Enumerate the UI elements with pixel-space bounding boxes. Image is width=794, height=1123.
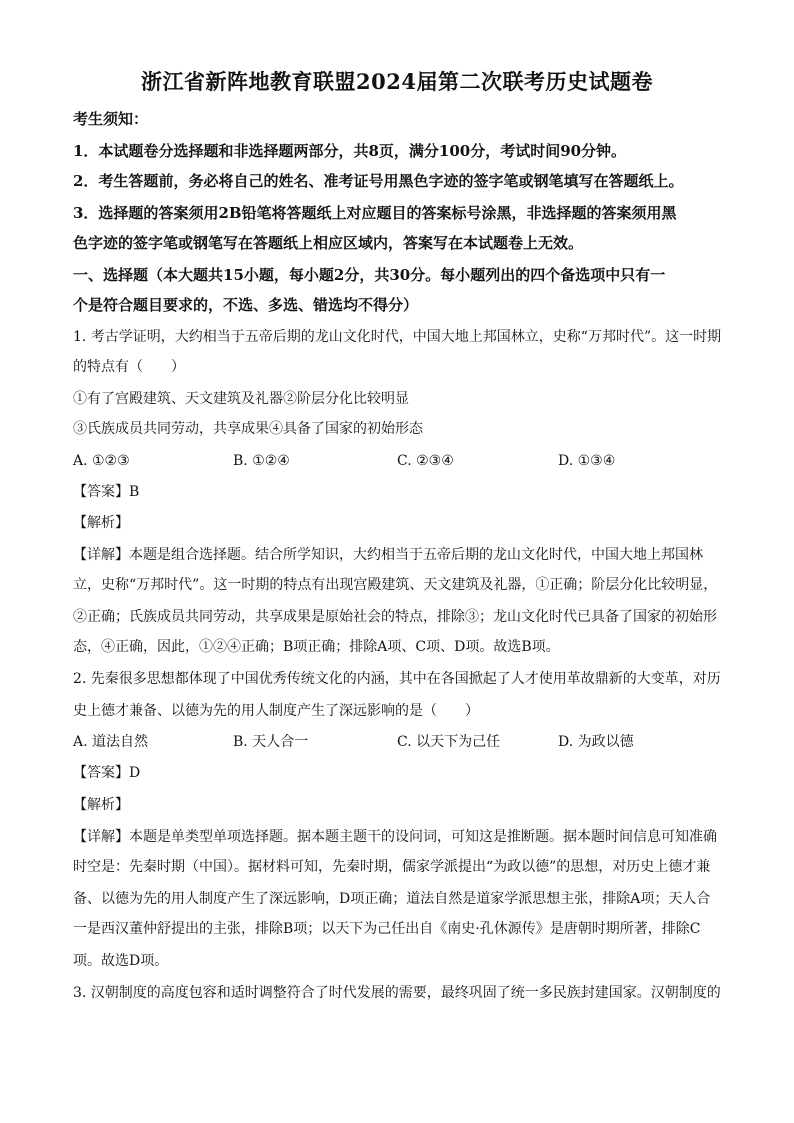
q2-stem-line-2: 史上德才兼备、以德为先的用人制度产生了深远影响的是（ ）	[73, 703, 479, 719]
q1-option-a: A. ①②③	[73, 453, 130, 469]
q1-answer: 【答案】B	[73, 484, 140, 500]
q2-option-b: B. 天人合一	[233, 734, 309, 750]
q2-option-c: C. 以天下为己任	[397, 734, 501, 750]
q2-detail-line-3: 备、以德为先的用人制度产生了深远影响，D项正确；道法自然是道家学派思想主张，排除A项；天人合	[73, 891, 711, 907]
q1-item-line-1: ①有了宫殿建筑、天文建筑及礼器②阶层分化比较明显	[73, 391, 409, 407]
q2-detail-line-1: 【详解】本题是单类型单项选择题。据本题主题干的设问词，可知这是推断题。据本题时间信息可知准确	[73, 829, 717, 845]
q1-detail-line-4: 态，④正确，因此，①②④正确；B项正确；排除A项、C项、D项。故选B项。	[73, 639, 560, 655]
q1-detail-line-1: 【详解】本题是组合选择题。结合所学知识，大约相当于五帝后期的龙山文化时代，中国大地上邦国林	[73, 547, 703, 563]
section-heading: 一、选择题（本大题共15小题，每小题2分，共30分。每小题列出的四个备选项中只有一	[73, 266, 666, 284]
q2-option-a: A. 道法自然	[73, 734, 149, 750]
notice-item-1: 1．本试题卷分选择题和非选择题两部分，共8页，满分100分，考试时间90分钟。	[73, 142, 627, 160]
q1-option-b: B. ①②④	[233, 453, 290, 469]
q1-stem-line-1: 1. 考古学证明，大约相当于五帝后期的龙山文化时代，中国大地上邦国林立，史称“万邦时代”。这一时期	[73, 329, 722, 345]
q2-detail-line-2: 时空是：先秦时期（中国）。据材料可知，先秦时期，儒家学派提出“为政以德”的思想，对历史上德才兼	[73, 859, 711, 875]
q1-stem-line-2: 的特点有（ ）	[73, 359, 185, 375]
section-heading-cont: 个是符合题目要求的，不选、多选、错选均不得分）	[73, 296, 419, 314]
notice-item-3: 3．选择题的答案须用2B铅笔将答题纸上对应题目的答案标号涂黑，非选择题的答案须用黑	[73, 204, 677, 222]
q1-detail-line-3: ②正确；氏族成员共同劳动，共享成果是原始社会的特点，排除③；龙山文化时代已具备了国家的初始形	[73, 609, 717, 625]
q1-option-c: C. ②③④	[397, 453, 454, 469]
q2-answer: 【答案】D	[73, 765, 141, 781]
page-title: 浙江省新阵地教育联盟2024届第二次联考历史试题卷	[141, 69, 653, 94]
q2-analysis-label: 【解析】	[73, 797, 129, 813]
q2-detail-line-5: 项。故选D项。	[73, 953, 169, 969]
notice-item-2: 2．考生答题前，务必将自己的姓名、准考证号用黑色字迹的签字笔或钢笔填写在答题纸上。	[73, 172, 684, 190]
q1-option-d: D. ①③④	[558, 453, 616, 469]
q2-stem-line-1: 2. 先秦很多思想都体现了中国优秀传统文化的内涵，其中在各国掀起了人才使用革故鼎新的大变革，对历	[73, 671, 721, 687]
notice-item-3-cont: 色字迹的签字笔或钢笔写在答题纸上相应区域内，答案写在本试题卷上无效。	[73, 234, 584, 252]
q3-stem-line-1: 3. 汉朝制度的高度包容和适时调整符合了时代发展的需要，最终巩固了统一多民族封建国家。汉朝制度的	[73, 985, 721, 1001]
q1-detail-line-2: 立，史称“万邦时代”。这一时期的特点有出现宫殿建筑、天文建筑及礼器，①正确；阶层分化比较明显，	[73, 577, 718, 593]
q1-analysis-label: 【解析】	[73, 515, 129, 531]
notice-heading: 考生须知：	[73, 110, 149, 128]
q2-detail-line-4: 一是西汉董仲舒提出的主张，排除B项；以天下为己任出自《南史·孔休源传》是唐朝时期所著，排除C	[73, 921, 701, 937]
q1-item-line-2: ③氏族成员共同劳动，共享成果④具备了国家的初始形态	[73, 421, 423, 437]
q2-option-d: D. 为政以德	[558, 734, 634, 750]
